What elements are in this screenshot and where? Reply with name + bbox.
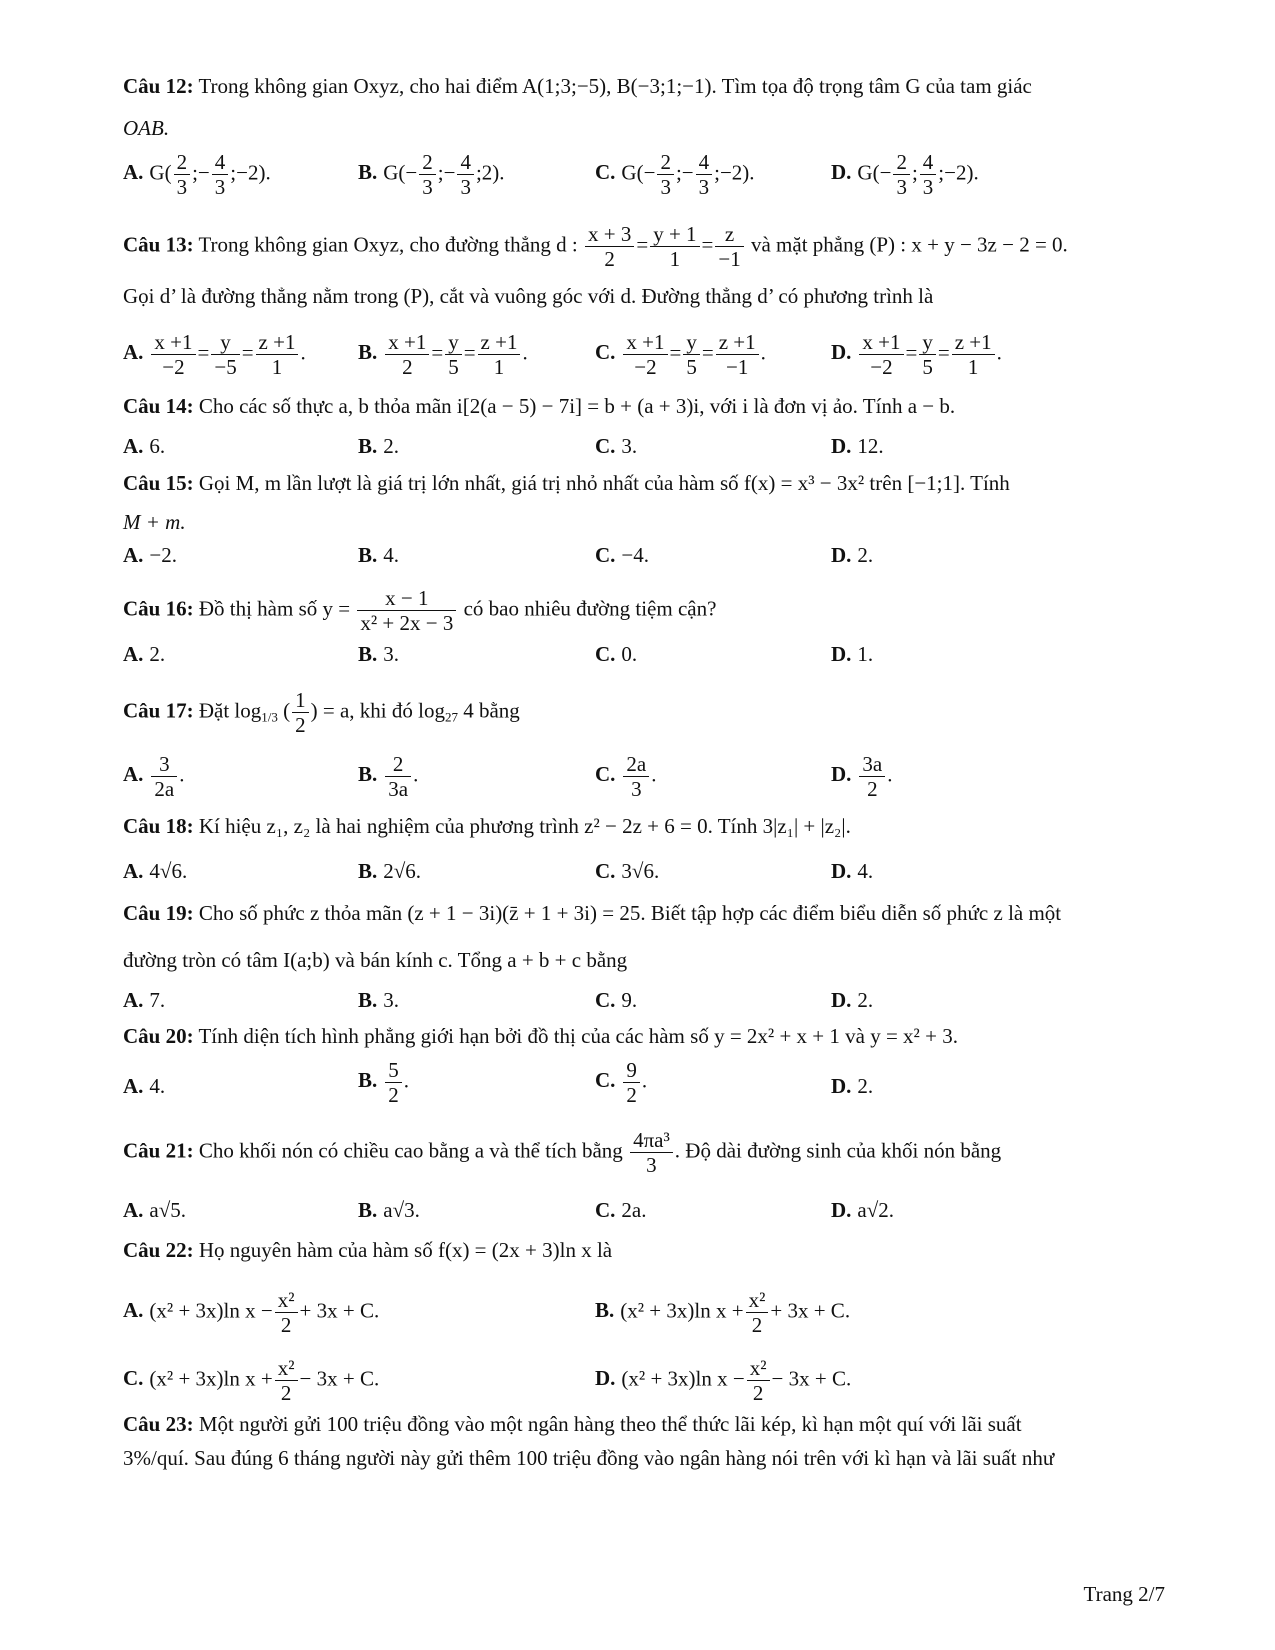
option-b[interactable]: B. 4. xyxy=(358,543,400,567)
options-12 xyxy=(123,150,1173,200)
options-14 xyxy=(123,432,1173,472)
page-number: Trang 2/7 xyxy=(1083,1582,1165,1606)
option-b[interactable]: B. 3. xyxy=(358,642,400,666)
question-23-line2: 3%/quí. Sau đúng 6 tháng người này gửi thêm 100 triệu đồng vào ngân hàng nói trên với kì hạn và lãi suất như xyxy=(123,1446,1055,1470)
options-18 xyxy=(123,857,1173,897)
question-13: Câu 13: Trong không gian Oxyz, cho đường thẳng d : $\frac{x + 3}{2}$ = $\frac{y + 1}{1}$ = $\frac{z}{-1}$ và mặt phẳng (P) : x + y − 3z − 2 = 0. xyxy=(123,222,1068,272)
question-17: Câu 17: Đặt $\log_{1/3}$ ( $\frac{1}{2}$ ) = a, khi đó $\log_{27} 4$ bằng xyxy=(123,688,520,738)
options-20 xyxy=(123,1058,1173,1112)
fraction: $\frac{\text{4πa³}}{3}$ xyxy=(630,1128,673,1177)
question-20: Câu 20: Tính diện tích hình phẳng giới hạn bởi đồ thị của các hàm số y = 2x² + x + 1 và y = x² + 3. xyxy=(123,1024,958,1048)
option-b[interactable]: B. (x² + 3x)ln x + $\frac{\text{x²}}{2}$ + 3x + C. xyxy=(595,1288,851,1338)
option-b[interactable]: B. $\frac{2}{3a}$ . xyxy=(358,752,419,802)
option-a[interactable]: A. $\frac{3}{2a}$ . xyxy=(123,752,185,802)
option-c[interactable]: C. 9. xyxy=(595,988,638,1012)
question-19: Câu 19: Cho số phức z thỏa mãn (z + 1 − 3i)(z̄ + 1 + 3i) = 25. Biết tập hợp các điểm biểu diễn số phức z là một xyxy=(123,901,1062,925)
option-b[interactable]: B. $\frac{5}{2}$ . xyxy=(358,1058,410,1108)
options-21 xyxy=(123,1196,1173,1236)
question-13-line2: Gọi d’ là đường thẳng nằm trong (P), cắt và vuông góc với d. Đường thẳng d’ có phương trình là xyxy=(123,284,934,308)
option-a[interactable]: A. 2. xyxy=(123,642,166,666)
options-16 xyxy=(123,640,1173,680)
option-d[interactable]: D. G(− $\frac{2}{3}$ ; $\frac{4}{3}$ ;−2). xyxy=(831,150,979,200)
option-a[interactable]: A. 4√6. xyxy=(123,859,188,883)
question-text: OAB. xyxy=(123,116,170,140)
question-12-line2 xyxy=(123,114,1173,142)
option-c[interactable]: C. 2a. xyxy=(595,1198,647,1222)
fraction: $\frac{x - 1}{\text{x² + 2x − 3}}$ xyxy=(357,586,456,635)
option-d[interactable]: D. $\frac{x +1}{-2}$ = $\frac{y}{5}$ = $\frac{z +1}{1}$ . xyxy=(831,330,1002,380)
option-a[interactable]: A. 6. xyxy=(123,434,166,458)
option-a[interactable]: A. a√5. xyxy=(123,1198,187,1222)
option-a[interactable]: A. $\frac{x +1}{-2}$ = $\frac{y}{-5}$ = $\frac{z +1}{1}$ . xyxy=(123,330,306,380)
question-15: Câu 15: Gọi M, m lần lượt là giá trị lớn nhất, giá trị nhỏ nhất của hàm số f(x) = x³ − 3x² trên [−1;1]. Tính xyxy=(123,471,1010,495)
option-d[interactable]: D. 12. xyxy=(831,434,884,458)
option-c[interactable]: C. G(− $\frac{2}{3}$ ;− $\frac{4}{3}$ ;−2). xyxy=(595,150,755,200)
option-d[interactable]: D. $\frac{3a}{2}$ . xyxy=(831,752,893,802)
option-c[interactable]: C. 3√6. xyxy=(595,859,660,883)
option-b[interactable]: B. 3. xyxy=(358,988,400,1012)
question-12 xyxy=(123,72,1173,100)
options-22-row1 xyxy=(123,1288,1173,1338)
option-b[interactable]: B. $\frac{x +1}{2}$ = $\frac{y}{5}$ = $\frac{z +1}{1}$ . xyxy=(358,330,528,380)
option-c[interactable]: C. 3. xyxy=(595,434,638,458)
option-d[interactable]: D. 2. xyxy=(831,1074,874,1098)
question-text: Trong không gian Oxyz, cho hai điểm A(1;3;−5), B(−3;1;−1). Tìm tọa độ trọng tâm G của tam giác xyxy=(198,74,1032,98)
option-a[interactable]: A. G( $\frac{2}{3}$ ;− $\frac{4}{3}$ ;−2). xyxy=(123,150,271,200)
option-d[interactable]: D. 1. xyxy=(831,642,874,666)
question-21: Câu 21: Cho khối nón có chiều cao bằng a và thể tích bằng $\frac{\text{4πa³}}{3}$ . Độ dài đường sinh của khối nón bằng xyxy=(123,1128,1002,1178)
option-c[interactable]: C. 0. xyxy=(595,642,638,666)
option-c[interactable]: C. (x² + 3x)ln x + $\frac{\text{x²}}{2}$ − 3x + C. xyxy=(123,1356,380,1406)
option-c[interactable]: C. $\frac{2a}{3}$ . xyxy=(595,752,657,802)
option-b[interactable]: B. 2. xyxy=(358,434,400,458)
option-a[interactable]: A. (x² + 3x)ln x − $\frac{\text{x²}}{2}$ + 3x + C. xyxy=(123,1288,380,1338)
question-18: Câu 18: Kí hiệu z₁, z₂ là hai nghiệm của phương trình z² − 2z + 6 = 0. Tính 3|z₁| + |z₂|. xyxy=(123,814,851,838)
option-a[interactable]: A. −2. xyxy=(123,543,178,567)
question-14: Câu 14: Cho các số thực a, b thỏa mãn i[2(a − 5) − 7i] = b + (a + 3)i, với i là đơn vị ảo. Tính a − b. xyxy=(123,394,956,418)
option-d[interactable]: D. 4. xyxy=(831,859,874,883)
option-d[interactable]: D. 2. xyxy=(831,988,874,1012)
option-d[interactable]: D. (x² + 3x)ln x − $\frac{\text{x²}}{2}$ − 3x + C. xyxy=(595,1356,852,1406)
options-13 xyxy=(123,330,1173,380)
option-c[interactable]: C. $\frac{x +1}{-2}$ = $\frac{y}{5}$ = $\frac{z +1}{-1}$ . xyxy=(595,330,766,380)
options-19 xyxy=(123,986,1173,1026)
options-22-row2 xyxy=(123,1356,1173,1406)
question-22: Câu 22: Họ nguyên hàm của hàm số f(x) = (2x + 3)ln x là xyxy=(123,1238,613,1262)
option-c[interactable]: C. −4. xyxy=(595,543,650,567)
question-label: Câu 13: xyxy=(123,232,194,257)
option-b[interactable]: B. a√3. xyxy=(358,1198,420,1222)
option-b[interactable]: B. 2√6. xyxy=(358,859,422,883)
options-17 xyxy=(123,752,1173,802)
question-label: Câu 12: xyxy=(123,74,194,98)
option-d[interactable]: D. a√2. xyxy=(831,1198,895,1222)
option-c[interactable]: C. $\frac{9}{2}$ . xyxy=(595,1058,648,1108)
question-19-line2: đường tròn có tâm I(a;b) và bán kính c. Tổng a + b + c bằng xyxy=(123,948,628,972)
option-d[interactable]: D. 2. xyxy=(831,543,874,567)
fraction: $\frac{x + 3}{2}$ xyxy=(585,222,634,271)
question-23: Câu 23: Một người gửi 100 triệu đồng vào một ngân hàng theo thể thức lãi kép, kì hạn một quí với lãi suất xyxy=(123,1412,1022,1436)
option-a[interactable]: A. 7. xyxy=(123,988,166,1012)
question-15-line2: M + m. xyxy=(123,510,186,534)
option-b[interactable]: B. G(− $\frac{2}{3}$ ;− $\frac{4}{3}$ ;2). xyxy=(358,150,505,200)
question-16: Câu 16: Đồ thị hàm số y = $\frac{x - 1}{\text{x² + 2x − 3}}$ có bao nhiêu đường tiệm cận? xyxy=(123,586,717,636)
options-15 xyxy=(123,541,1173,581)
option-a[interactable]: A. 4. xyxy=(123,1074,166,1098)
